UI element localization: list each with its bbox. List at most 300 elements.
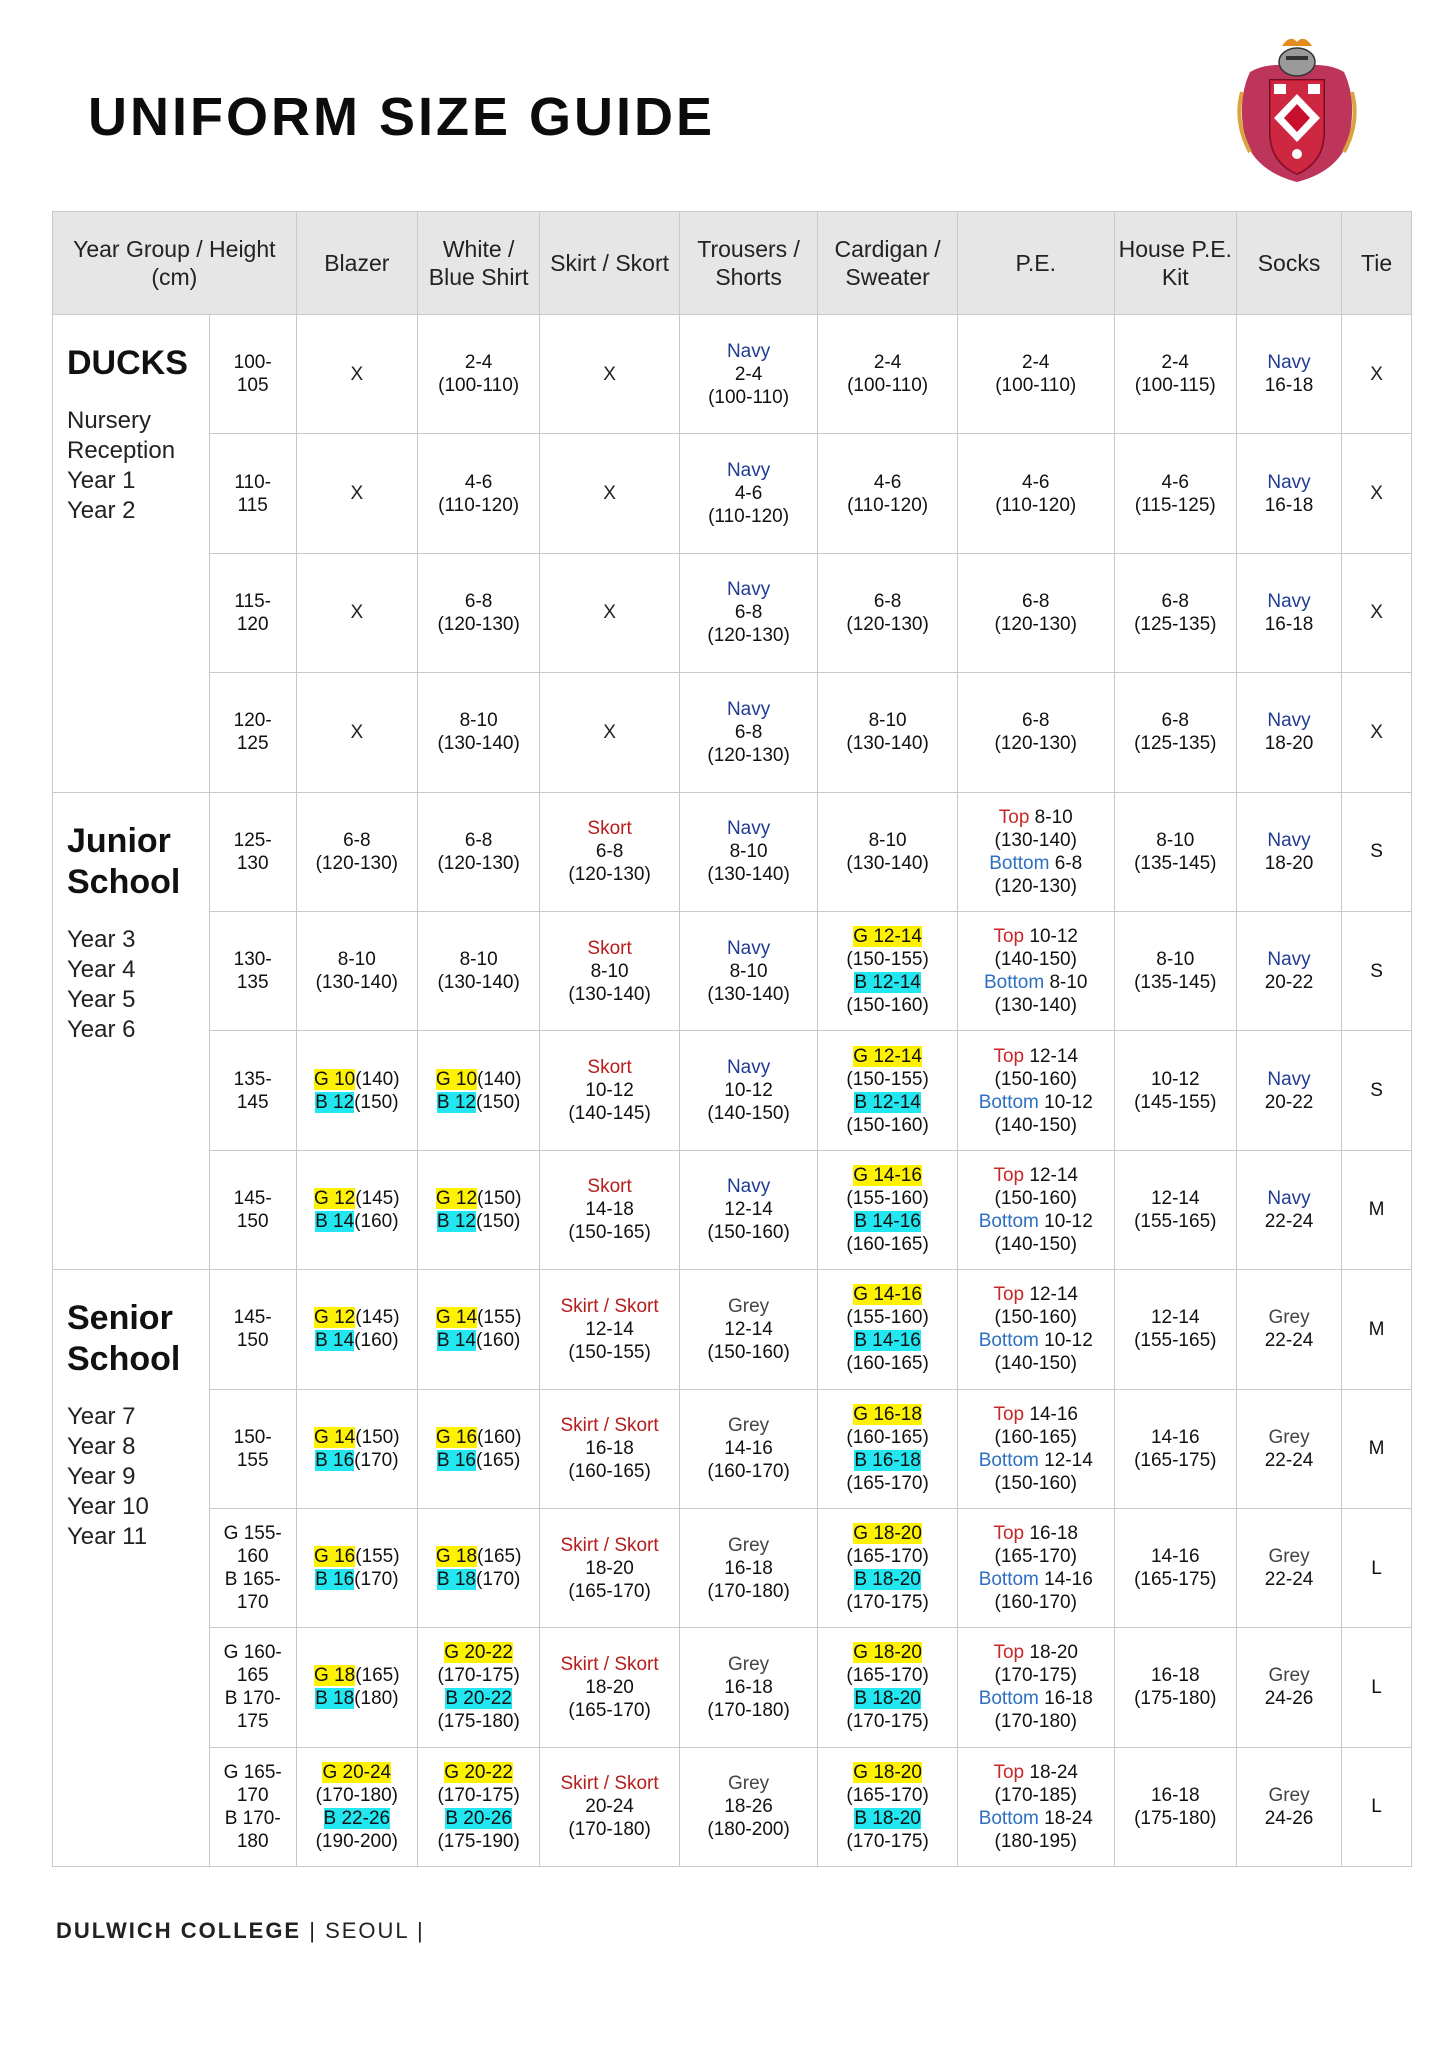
size-line: 16-18	[1264, 613, 1314, 635]
boys-size-highlight: B 18	[315, 1688, 355, 1710]
pe-bottom-label: Bottom	[978, 1688, 1039, 1710]
size-line	[818, 1045, 957, 1068]
size-line: (165-175)	[1134, 1449, 1217, 1471]
height-cell	[209, 792, 296, 911]
height-cell	[209, 1508, 296, 1627]
tie-cell	[1342, 1628, 1412, 1747]
blazer-cell	[296, 1389, 417, 1508]
size-line: (100-110)	[995, 375, 1077, 397]
size-line: Navy	[1267, 471, 1311, 493]
pe-top-label: Top	[993, 1523, 1025, 1545]
size-line: L	[1371, 1557, 1382, 1579]
size-line: (170-175)	[846, 1711, 929, 1733]
height-line: 150-	[233, 1426, 272, 1448]
size-line	[818, 971, 957, 994]
size-line: Navy	[1267, 352, 1311, 374]
size-line	[418, 1687, 539, 1710]
size-line: Navy	[726, 460, 771, 482]
girls-size-highlight: G 18	[435, 1546, 478, 1568]
height-line: 175	[236, 1711, 269, 1733]
boys-size-highlight: B 16-18	[854, 1449, 921, 1471]
size-line: Navy	[1267, 1187, 1311, 1209]
pe-top-label: Top	[998, 806, 1030, 828]
size-line: Navy	[726, 937, 771, 959]
size-line: Navy	[1267, 949, 1311, 971]
size-line: Grey	[1268, 1546, 1310, 1568]
size-line	[958, 1329, 1114, 1352]
pe-bottom-label: Bottom	[978, 1091, 1039, 1113]
size-line: 6-8	[464, 829, 493, 851]
size-height: (150)	[476, 1210, 521, 1232]
size-line: (120-130)	[707, 744, 790, 766]
height-line: 145	[236, 1091, 269, 1113]
trousers-cell	[679, 911, 817, 1030]
size-line: (120-130)	[707, 625, 790, 647]
boys-size-highlight: B 14	[315, 1330, 355, 1352]
cardigan-cell	[818, 1270, 958, 1389]
size-line: (170-180)	[568, 1819, 651, 1841]
table-row	[53, 1031, 1412, 1150]
header-row	[53, 212, 1412, 315]
boys-size-highlight: B 18-20	[854, 1569, 921, 1591]
tie-cell	[1342, 1508, 1412, 1627]
section-label	[53, 792, 210, 1270]
size-line: (120-130)	[437, 852, 520, 874]
height-line: 150	[236, 1210, 269, 1232]
height-line: 125	[236, 733, 269, 755]
size-line: (150-160)	[994, 1472, 1077, 1494]
blazer-cell	[296, 792, 417, 911]
boys-size-highlight: B 20-26	[445, 1807, 512, 1829]
size-line: M	[1368, 1318, 1385, 1340]
tie-cell	[1342, 1747, 1412, 1866]
house-pe-cell	[1114, 1150, 1236, 1269]
size-line: (180-200)	[707, 1819, 790, 1841]
size-line: Skirt / Skort	[560, 1415, 659, 1437]
size-height: (140)	[477, 1068, 522, 1090]
blazer-cell	[296, 673, 417, 792]
size-line: M	[1368, 1438, 1385, 1460]
size-line: 16-18	[1264, 375, 1314, 397]
size-line: 8-10	[729, 960, 768, 982]
size-line: Navy	[1267, 1068, 1311, 1090]
girls-size-highlight: G 12	[314, 1307, 356, 1329]
house-pe-cell	[1114, 1747, 1236, 1866]
size-line: (150-160)	[994, 1307, 1077, 1329]
socks-cell	[1236, 1270, 1341, 1389]
section-years	[67, 925, 209, 1045]
size-line: S	[1370, 960, 1383, 982]
section-years	[67, 406, 209, 526]
pe-size: 8-10	[1044, 972, 1088, 994]
trousers-cell	[679, 434, 817, 553]
size-line: 8-10	[1156, 829, 1195, 851]
blazer-cell	[296, 1508, 417, 1627]
size-line: (130-140)	[707, 983, 790, 1005]
pe-size: 14-16	[1038, 1569, 1093, 1591]
size-line: (130-140)	[994, 995, 1077, 1017]
skirt-cell	[540, 1508, 680, 1627]
trousers-cell	[679, 1270, 817, 1389]
size-line: 16-18	[1264, 494, 1314, 516]
pe-size: 18-20	[1024, 1642, 1078, 1664]
size-line: (170-185)	[994, 1784, 1077, 1806]
size-height: (150)	[354, 1091, 399, 1113]
house-pe-cell	[1114, 1389, 1236, 1508]
size-line: 4-6	[873, 471, 902, 493]
section-years	[67, 1402, 209, 1552]
size-line: (120-130)	[994, 875, 1077, 897]
size-line: Skort	[587, 937, 632, 959]
size-line: (130-140)	[707, 864, 790, 886]
table-row	[53, 911, 1412, 1030]
size-line: S	[1370, 841, 1383, 863]
pe-bottom-label: Bottom	[978, 1330, 1039, 1352]
size-line: 8-10	[459, 710, 498, 732]
size-line: 4-6	[734, 483, 763, 505]
size-line: (140-145)	[568, 1103, 651, 1125]
size-line	[418, 1091, 539, 1114]
boys-size-highlight: B 12-14	[854, 972, 921, 994]
year-label: Nursery	[67, 407, 152, 434]
size-line: Navy	[726, 698, 771, 720]
cardigan-cell	[818, 553, 958, 672]
size-line: 18-20	[585, 1557, 634, 1579]
pe-top-label: Top	[993, 1642, 1025, 1664]
size-line	[418, 1807, 539, 1830]
size-line	[958, 1522, 1114, 1545]
size-line: Skort	[587, 1176, 632, 1198]
height-line: G 155-	[223, 1523, 282, 1545]
size-line	[818, 1210, 957, 1233]
blazer-cell	[296, 911, 417, 1030]
girls-size-highlight: G 12	[314, 1187, 356, 1209]
tie-cell	[1342, 434, 1412, 553]
size-line: 24-26	[1264, 1807, 1314, 1829]
pe-size: 6-8	[1049, 852, 1083, 874]
house-pe-cell	[1114, 911, 1236, 1030]
pe-size: 18-24	[1038, 1807, 1093, 1829]
size-line	[818, 1568, 957, 1591]
size-height: (150)	[355, 1426, 400, 1448]
size-line: (150-160)	[994, 1068, 1077, 1090]
size-line: (175-180)	[437, 1711, 520, 1733]
boys-size-highlight: B 12	[315, 1091, 355, 1113]
size-line: (170-180)	[707, 1580, 790, 1602]
size-line: 8-10	[868, 710, 907, 732]
size-line: 18-20	[1264, 733, 1314, 755]
footer-college-name: DULWICH COLLEGE	[56, 1918, 302, 1943]
tie-cell	[1342, 792, 1412, 911]
height-cell	[209, 1150, 296, 1269]
girls-size-highlight: G 16-18	[853, 1403, 922, 1425]
girls-size-highlight: G 18-20	[853, 1523, 922, 1545]
size-line: X	[1370, 483, 1383, 505]
cardigan-cell	[818, 673, 958, 792]
size-line: (115-125)	[1134, 494, 1216, 516]
size-line	[297, 1449, 417, 1472]
boys-size-highlight: B 16	[315, 1449, 355, 1471]
size-line: (160-165)	[568, 1461, 651, 1483]
size-line: (175-180)	[1134, 1807, 1217, 1829]
height-line: 130	[236, 852, 269, 874]
girls-size-highlight: G 20-22	[444, 1761, 513, 1783]
height-line: 180	[236, 1830, 269, 1852]
height-cell	[209, 1389, 296, 1508]
height-line: 130-	[233, 949, 272, 971]
size-line: (165-170)	[846, 1665, 929, 1687]
socks-cell	[1236, 1150, 1341, 1269]
size-height: (170)	[476, 1569, 521, 1591]
size-line: (165-170)	[846, 1784, 929, 1806]
trousers-cell	[679, 1747, 817, 1866]
pe-size: 12-14	[1024, 1164, 1078, 1186]
girls-size-highlight: G 12-14	[853, 1045, 922, 1067]
size-line: Skort	[587, 818, 632, 840]
size-height: (170)	[354, 1569, 399, 1591]
size-line	[958, 1807, 1114, 1830]
size-line: (130-140)	[846, 852, 929, 874]
size-line	[958, 1283, 1114, 1306]
pe-top-label: Top	[993, 1045, 1025, 1067]
socks-cell	[1236, 434, 1341, 553]
page-title: UNIFORM SIZE GUIDE	[88, 87, 716, 147]
shirt-cell	[417, 1747, 539, 1866]
house-pe-cell	[1114, 315, 1236, 434]
height-line: B 170-	[224, 1688, 281, 1710]
table-row	[53, 1508, 1412, 1627]
size-line: Navy	[726, 340, 771, 362]
size-line: (170-175)	[437, 1784, 520, 1806]
size-line: 6-8	[1161, 590, 1189, 612]
house-pe-cell	[1114, 1270, 1236, 1389]
section-label	[53, 1270, 210, 1867]
size-line: 2-4	[1161, 352, 1189, 374]
pe-size: 18-24	[1024, 1761, 1078, 1783]
size-line: (140-150)	[994, 1114, 1077, 1136]
size-line	[958, 1091, 1114, 1114]
size-line: 8-10	[590, 960, 629, 982]
size-line: 6-8	[595, 841, 624, 863]
size-line	[818, 1687, 957, 1710]
size-line: M	[1368, 1199, 1385, 1221]
blazer-cell	[296, 1031, 417, 1150]
size-line	[818, 1091, 957, 1114]
size-line: 6-8	[464, 590, 493, 612]
size-line: Grey	[728, 1295, 770, 1317]
size-line	[958, 1210, 1114, 1233]
size-height: (155)	[477, 1307, 522, 1329]
height-line: 110-	[234, 471, 271, 493]
size-line: (150-160)	[846, 995, 929, 1017]
size-line	[958, 1449, 1114, 1472]
skirt-cell	[540, 315, 680, 434]
year-label: Year 10	[67, 1493, 149, 1521]
height-cell	[209, 911, 296, 1030]
table-row	[53, 1747, 1412, 1866]
girls-size-highlight: G 10	[314, 1068, 356, 1090]
size-line: Navy	[1267, 829, 1311, 851]
size-line: Skirt / Skort	[560, 1653, 659, 1675]
size-line: 12-14	[1150, 1307, 1200, 1329]
size-line: 6-8	[1022, 590, 1050, 612]
table-row	[53, 553, 1412, 672]
size-line: (170-175)	[437, 1665, 520, 1687]
shirt-cell	[417, 553, 539, 672]
size-line: (120-130)	[437, 613, 520, 635]
size-line: (150-160)	[707, 1341, 790, 1363]
table-row	[53, 1150, 1412, 1269]
girls-size-highlight: G 14-16	[853, 1164, 922, 1186]
table-row	[53, 315, 1412, 434]
height-line: 160	[236, 1546, 269, 1568]
size-line: (170-180)	[707, 1699, 790, 1721]
size-line: 24-26	[1264, 1688, 1314, 1710]
col-header-cardigan: Cardigan / Sweater	[818, 212, 958, 315]
skirt-cell	[540, 1747, 680, 1866]
pe-size: 16-18	[1024, 1523, 1078, 1545]
size-line: (165-170)	[846, 1546, 929, 1568]
size-line: 14-16	[724, 1438, 773, 1460]
size-line: (160-165)	[994, 1426, 1077, 1448]
size-line	[818, 1164, 957, 1187]
size-line: (100-110)	[438, 375, 520, 397]
height-line: G 160-	[223, 1642, 282, 1664]
girls-size-highlight: G 10	[435, 1068, 478, 1090]
size-line: (155-160)	[846, 1187, 929, 1209]
size-line: (110-120)	[995, 494, 1077, 516]
size-line: 22-24	[1264, 1569, 1314, 1591]
pe-size: 10-12	[1024, 926, 1078, 948]
size-line: 16-18	[724, 1676, 773, 1698]
house-pe-cell	[1114, 1628, 1236, 1747]
size-line: Skirt / Skort	[560, 1773, 659, 1795]
height-line: 145-	[233, 1187, 272, 1209]
cardigan-cell	[818, 1628, 958, 1747]
size-line: 12-14	[585, 1318, 634, 1340]
size-line: 14-18	[585, 1199, 634, 1221]
blazer-cell	[296, 553, 417, 672]
section-name: DUCKS	[67, 344, 188, 382]
size-line: Grey	[1268, 1307, 1310, 1329]
size-line	[958, 1641, 1114, 1664]
year-label: Reception	[67, 437, 176, 464]
skirt-cell	[540, 434, 680, 553]
size-line	[958, 806, 1114, 829]
girls-size-highlight: G 14	[435, 1307, 478, 1329]
section-name: Junior School	[67, 821, 181, 901]
pe-bottom-label: Bottom	[978, 1807, 1039, 1829]
girls-size-highlight: G 18-20	[853, 1642, 922, 1664]
tie-cell	[1342, 673, 1412, 792]
girls-size-highlight: G 12-14	[853, 926, 922, 948]
size-line: (130-140)	[437, 733, 520, 755]
size-line: 8-10	[729, 841, 768, 863]
pe-cell	[957, 553, 1114, 672]
height-line: 135-	[233, 1068, 272, 1090]
size-line: 2-4	[1022, 352, 1050, 374]
size-line: Navy	[1267, 590, 1311, 612]
pe-cell	[957, 911, 1114, 1030]
shirt-cell	[417, 434, 539, 553]
cardigan-cell	[818, 911, 958, 1030]
size-line: (150-160)	[994, 1187, 1077, 1209]
size-line	[818, 1403, 957, 1426]
size-line: X	[1370, 721, 1383, 743]
size-line: (150-160)	[846, 1114, 929, 1136]
size-line: 4-6	[1161, 471, 1189, 493]
year-label: Year 4	[67, 955, 136, 983]
table-row	[53, 434, 1412, 553]
year-label: Year 1	[67, 467, 136, 494]
height-line: B 170-	[224, 1807, 281, 1829]
size-line: 6-8	[1161, 710, 1189, 732]
size-line: X	[1370, 363, 1383, 385]
size-line: X	[1370, 602, 1383, 624]
girls-size-highlight: G 12	[435, 1187, 478, 1209]
cardigan-cell	[818, 315, 958, 434]
size-line: 22-24	[1264, 1330, 1314, 1352]
size-line: 6-8	[1022, 710, 1050, 732]
size-line	[297, 1568, 417, 1591]
blazer-cell	[296, 1628, 417, 1747]
blazer-cell	[296, 315, 417, 434]
size-line: 4-6	[464, 471, 493, 493]
size-line: 14-16	[1150, 1426, 1200, 1448]
size-line: (155-165)	[1134, 1210, 1217, 1232]
size-line: Navy	[726, 579, 771, 601]
size-line: 16-18	[585, 1438, 634, 1460]
pe-cell	[957, 1270, 1114, 1389]
size-line: Grey	[1268, 1426, 1310, 1448]
pe-top-label: Top	[993, 926, 1025, 948]
size-line: X	[350, 602, 364, 624]
size-line	[958, 1164, 1114, 1187]
size-height: (160)	[476, 1330, 521, 1352]
size-height: (170)	[354, 1449, 399, 1471]
size-line: (110-120)	[708, 506, 790, 528]
height-cell	[209, 315, 296, 434]
skirt-cell	[540, 911, 680, 1030]
size-line: X	[350, 363, 364, 385]
size-line	[418, 1641, 539, 1664]
pe-cell	[957, 673, 1114, 792]
size-line: 6-8	[343, 829, 371, 851]
size-line: X	[603, 483, 616, 505]
size-line: (190-200)	[315, 1830, 398, 1852]
socks-cell	[1236, 1031, 1341, 1150]
girls-size-highlight: G 16	[314, 1546, 356, 1568]
size-line: 14-16	[1150, 1546, 1200, 1568]
col-header-skirt: Skirt / Skort	[540, 212, 680, 315]
girls-size-highlight: G 18-20	[853, 1761, 922, 1783]
size-line: (110-120)	[847, 494, 929, 516]
footer-campus: SEOUL	[325, 1918, 409, 1943]
cardigan-cell	[818, 1508, 958, 1627]
size-line: (170-175)	[846, 1592, 929, 1614]
boys-size-highlight: B 16	[315, 1569, 355, 1591]
house-pe-cell	[1114, 792, 1236, 911]
col-header-house-pe: House P.E. Kit	[1114, 212, 1236, 315]
size-line: (165-170)	[568, 1699, 651, 1721]
size-line	[297, 1545, 417, 1568]
size-line	[418, 1761, 539, 1784]
house-pe-cell	[1114, 1031, 1236, 1150]
size-height: (140)	[355, 1068, 400, 1090]
boys-size-highlight: B 12	[436, 1091, 476, 1113]
girls-size-highlight: G 20-22	[444, 1642, 513, 1664]
girls-size-highlight: G 16	[435, 1426, 478, 1448]
